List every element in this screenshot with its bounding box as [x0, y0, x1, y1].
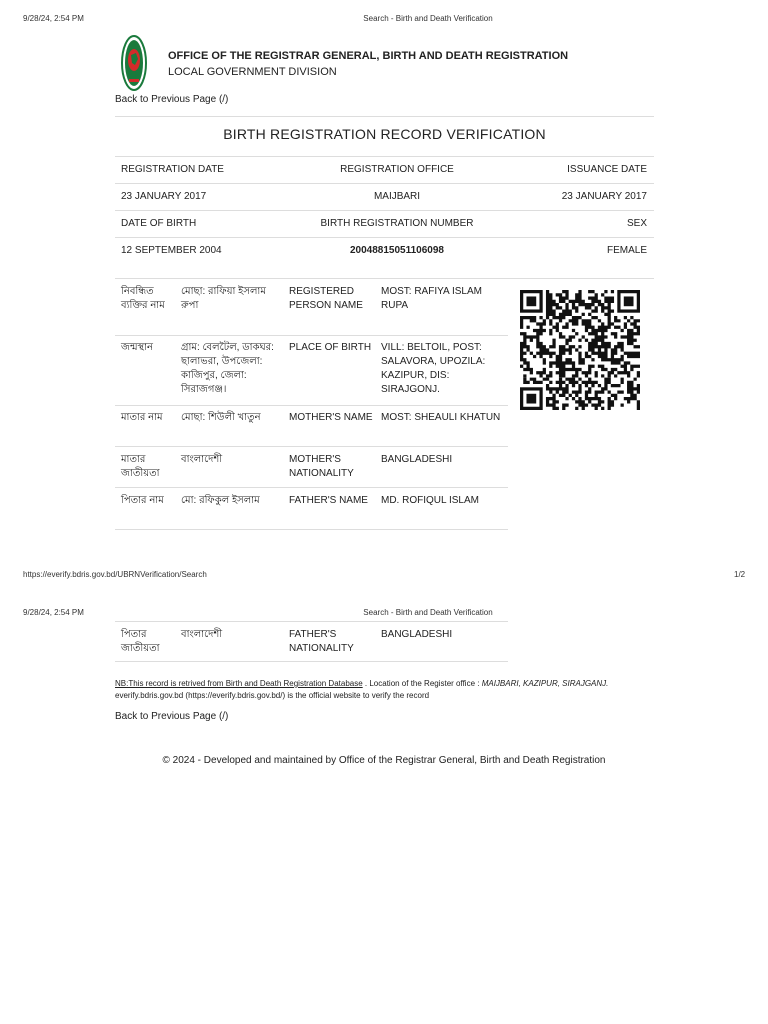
detail-en-label: FATHER'S NATIONALITY: [289, 629, 354, 654]
detail-en-label: MOTHER'S NATIONALITY: [289, 454, 354, 479]
detail-bn-value: মোছা: রাফিয়া ইসলাম রুপা: [181, 286, 266, 311]
issuance-date-label: ISSUANCE DATE: [567, 164, 647, 175]
back-link[interactable]: Back to Previous Page (/): [115, 94, 229, 105]
detail-en-label: FATHER'S NAME: [289, 495, 368, 506]
detail-en-value: MD. ROFIQUL ISLAM: [381, 495, 479, 506]
detail-bn-value: বাংলাদেশী: [181, 454, 223, 465]
detail-bn-value: মো: রফিকুল ইসলাম: [181, 495, 260, 506]
divider: [115, 210, 654, 211]
registration-date-label: REGISTRATION DATE: [121, 164, 224, 175]
government-seal-logo: [121, 35, 147, 91]
nb-text: . Location of the Register office :: [362, 679, 482, 688]
page-title: BIRTH REGISTRATION RECORD VERIFICATION: [223, 126, 546, 142]
sex-label: SEX: [626, 218, 647, 229]
divider: [115, 237, 654, 238]
detail-en-value: MOST: RAFIYA ISLAM RUPA: [381, 286, 482, 311]
divider: [115, 183, 654, 184]
divider: [115, 278, 654, 279]
division-name: LOCAL GOVERNMENT DIVISION: [168, 66, 337, 78]
detail-en-value: BANGLADESHI: [381, 454, 453, 465]
divider: [115, 446, 508, 447]
divider: [115, 156, 654, 157]
print-page-title: Search - Birth and Death Verification: [363, 14, 493, 23]
detail-bn-label: পিতার জাতীয়তা: [121, 629, 160, 654]
divider: [115, 621, 508, 622]
print-timestamp: 9/28/24, 2:54 PM: [23, 14, 84, 23]
sex-value: FEMALE: [606, 245, 647, 256]
detail-bn-label: নিবন্ধিত ব্যক্তির নাম: [121, 286, 165, 311]
detail-en-value: MOST: SHEAULI KHATUN: [381, 412, 501, 423]
nb-line2: everify.bdris.gov.bd (https://everify.bdris.gov.bd/) is the official website to verify the record: [115, 691, 430, 700]
nb-location: MAIJBARI, KAZIPUR, SIRAJGANJ.: [481, 679, 609, 688]
divider: [115, 405, 508, 406]
divider: [115, 661, 508, 662]
print-url: https://everify.bdris.gov.bd/UBRNVerification/Search: [23, 570, 207, 579]
detail-bn-label: মাতার নাম: [121, 412, 163, 423]
date-of-birth-label: DATE OF BIRTH: [121, 218, 197, 229]
detail-bn-label: জন্মস্থান: [121, 342, 154, 353]
back-link[interactable]: Back to Previous Page (/): [115, 711, 229, 722]
detail-bn-value: গ্রাম: বেলটৈল, ডাকঘর: ছালাভরা, উপজেলা: কাজিপুর, জেলা: সিরাজগঞ্জ।: [181, 342, 274, 395]
qr-code: [520, 290, 640, 410]
detail-bn-value: বাংলাদেশী: [181, 629, 223, 640]
nb-note: [115, 678, 608, 702]
detail-bn-value: মোছা: শিউলী খাতুন: [181, 412, 261, 423]
registration-office-value: MAIJBARI: [373, 191, 421, 202]
divider: [115, 116, 654, 117]
detail-en-label: PLACE OF BIRTH: [289, 342, 372, 353]
print-timestamp: 9/28/24, 2:54 PM: [23, 608, 84, 617]
detail-en-label: MOTHER'S NAME: [289, 412, 373, 423]
print-page-title: Search - Birth and Death Verification: [363, 608, 493, 617]
issuance-date-value: 23 JANUARY 2017: [561, 191, 647, 202]
registration-office-label: REGISTRATION OFFICE: [340, 164, 454, 175]
org-name: OFFICE OF THE REGISTRAR GENERAL, BIRTH AND DEATH REGISTRATION: [168, 50, 569, 62]
brn-label: BIRTH REGISTRATION NUMBER: [320, 218, 474, 229]
page-number: 1/2: [734, 570, 746, 579]
detail-en-label: REGISTERED PERSON NAME: [289, 286, 363, 311]
divider: [115, 335, 508, 336]
detail-en-value: BANGLADESHI: [381, 629, 453, 640]
divider: [115, 487, 508, 488]
nb-link[interactable]: NB:This record is retrived from Birth and Death Registration Database: [115, 679, 363, 688]
divider: [115, 529, 508, 530]
registration-date-value: 23 JANUARY 2017: [121, 191, 207, 202]
detail-en-value: VILL: BELTOIL, POST: SALAVORA, UPOZILA: KAZIPUR, DIS: SIRAJGONJ.: [381, 342, 486, 395]
brn-value: 20048815051106098: [350, 245, 444, 256]
detail-bn-label: মাতার জাতীয়তা: [121, 454, 160, 479]
date-of-birth-value: 12 SEPTEMBER 2004: [121, 245, 222, 256]
copyright: © 2024 - Developed and maintained by Office of the Registrar General, Birth and Death Registration: [162, 755, 606, 766]
detail-bn-label: পিতার নাম: [121, 495, 164, 506]
